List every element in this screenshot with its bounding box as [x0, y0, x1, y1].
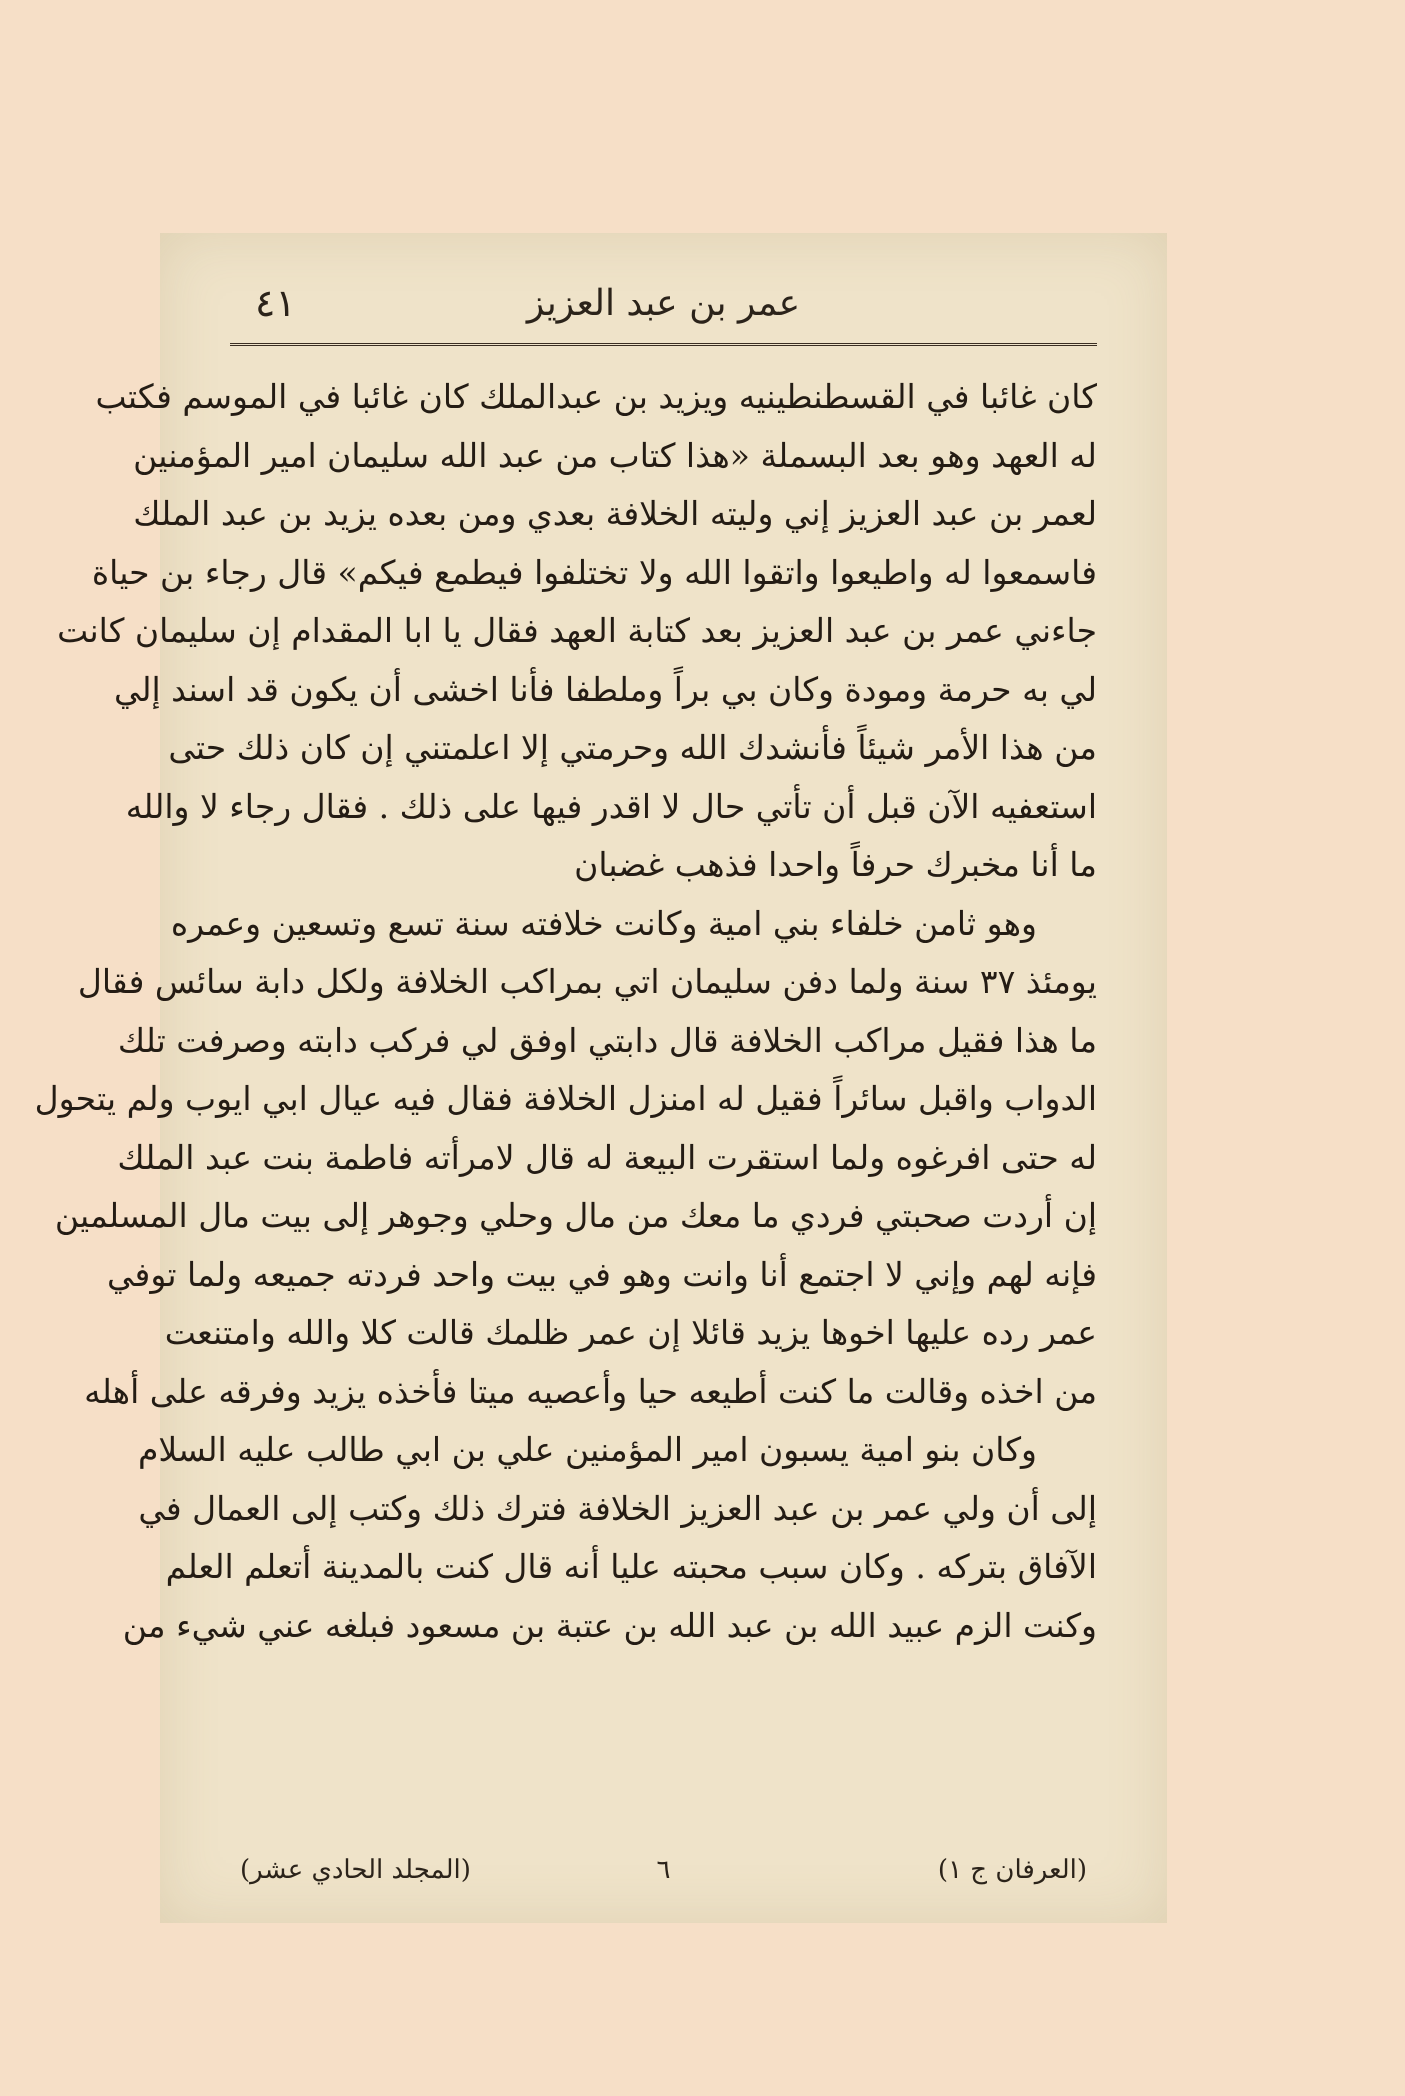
text-line: إن أردت صحبتي فردي ما معك من مال وحلي وجوهر إلى بيت مال المسلمين: [54, 1196, 1097, 1235]
body-text: [34, 368, 1097, 1655]
header-divider: [230, 343, 1097, 346]
text-line: من اخذه وقالت ما كنت أطيعه حيا وأعصيه ميتا فأخذه يزيد وفرقه على أهله: [84, 1371, 1097, 1411]
text-line: جاءني عمر بن عبد العزيز بعد كتابة العهد فقال يا ابا المقدام إن سليمان كانت: [57, 611, 1097, 650]
book-page: [34, 233, 1167, 1923]
text-line: استعفيه الآن قبل أن تأتي حال لا اقدر فيها على ذلك . فقال رجاء لا والله: [125, 786, 1097, 826]
footer-journal: (العرفان ج ١): [937, 1855, 1087, 1885]
footer-volume: (المجلد الحادي عشر): [240, 1855, 471, 1885]
text-line: ما هذا فقيل مراكب الخلافة قال دابتي اوفق لي فركب دابته وصرفت تلك: [117, 1020, 1097, 1060]
text-line: يومئذ ٣٧ سنة ولما دفن سليمان اتي بمراكب الخلافة ولكل دابة سائس فقال: [77, 962, 1097, 1001]
footer-signature: ٦: [656, 1855, 671, 1885]
page-footer: [240, 1855, 1087, 1895]
page-number: ٤١: [255, 281, 296, 325]
text-line: الدواب واقبل سائراً فقيل له امنزل الخلافة فقال فيه عيال ابي ايوب ولم يتحول: [34, 1079, 1097, 1118]
text-line: له حتى افرغوه ولما استقرت البيعة له قال لامرأته فاطمة بنت عبد الملك: [117, 1137, 1097, 1177]
text-line: لي به حرمة ومودة وكان بي براً وملطفا فأنا اخشى أن يكون قد اسند إلي: [113, 669, 1097, 709]
text-line: فإنه لهم وإني لا اجتمع أنا وانت وهو في بيت واحد فردته جميعه ولما توفي: [107, 1254, 1097, 1294]
text-line: وكان بنو امية يسبون امير المؤمنين علي بن ابي طالب عليه السلام: [137, 1430, 1037, 1469]
text-line: لعمر بن عبد العزيز إني وليته الخلافة بعدي ومن بعده يزيد بن عبد الملك: [133, 494, 1097, 533]
text-line: وهو ثامن خلفاء بني امية وكانت خلافته سنة تسع وتسعين وعمره: [170, 903, 1037, 943]
text-line: له العهد وهو بعد البسملة «هذا كتاب من عبد الله سليمان امير المؤمنين: [133, 435, 1097, 475]
text-line: كان غائبا في القسطنطينيه ويزيد بن عبدالملك كان غائبا في الموسم فكتب: [95, 377, 1097, 416]
text-line: وكنت الزم عبيد الله بن عبد الله بن عتبة بن مسعود فبلغه عني شيء من: [122, 1605, 1097, 1645]
running-title: عمر بن عبد العزيز: [526, 283, 801, 324]
text-line: إلى أن ولي عمر بن عبد العزيز الخلافة فترك ذلك وكتب إلى العمال في: [138, 1488, 1097, 1528]
text-line: فاسمعوا له واطيعوا واتقوا الله ولا تختلفوا فيطمع فيكم» قال رجاء بن حياة: [91, 552, 1097, 592]
page-header: [160, 273, 1167, 333]
text-line: ما أنا مخبرك حرفاً واحدا فذهب غضبان: [574, 845, 1097, 884]
text-line: من هذا الأمر شيئاً فأنشدك الله وحرمتي إلا اعلمتني إن كان ذلك حتى: [168, 728, 1097, 767]
text-line: عمر رده عليها اخوها يزيد قائلا إن عمر ظلمك قالت كلا والله وامتنعت: [164, 1313, 1097, 1352]
text-line: الآفاق بتركه . وكان سبب محبته عليا أنه قال كنت بالمدينة أتعلم العلم: [165, 1547, 1097, 1586]
